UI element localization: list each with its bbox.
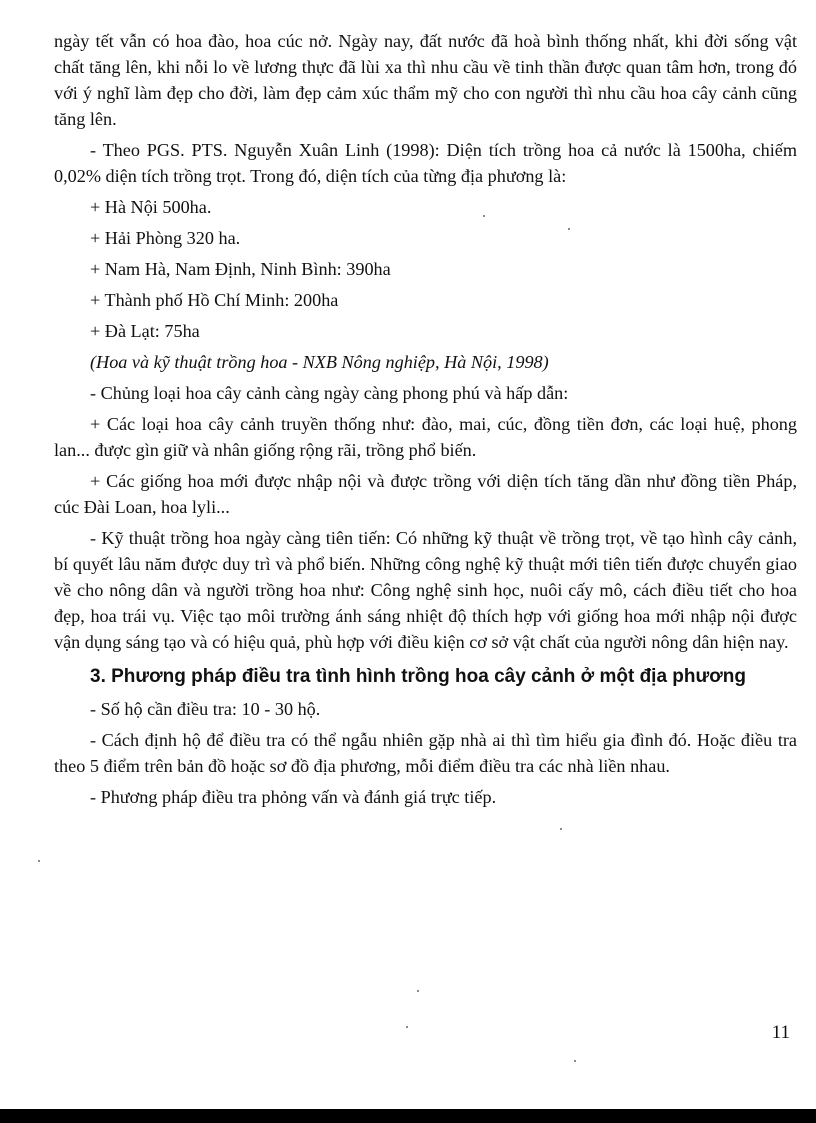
scan-speck xyxy=(568,228,570,230)
variety-paragraph: - Chủng loại hoa cây cảnh càng ngày càng phong phú và hấp dẫn: xyxy=(90,383,569,403)
scan-speck xyxy=(406,1026,408,1028)
list-item: + Hải Phòng 320 ha. xyxy=(90,228,241,248)
list-item: + Nam Hà, Nam Định, Ninh Bình: 390ha xyxy=(90,259,391,279)
scan-border-bar xyxy=(0,1109,816,1123)
techniques-paragraph: - Kỹ thuật trồng hoa ngày càng tiên tiến: Có những kỹ thuật về trồng trọt, về tạo hình cây cảnh, bí quyết lâu năm được duy trì và phổ biến. Những công nghệ kỹ thuật mới tiên tiến được chuyển giao về cho nông dân và người trồng hoa như: Công nghệ sinh học, nuôi cấy mô, cách điều tiết cho hoa đẹp, hoa trái vụ. Việc tạo môi trường ánh sáng nhiệt độ thích hợp với giống hoa mới nhập nội được vận dụng sáng tạo và có hiệu quả, phù hợp với điều kiện cơ sở vật chất của người nông dân hiện nay. xyxy=(54,528,797,652)
survey-method-paragraph: - Phương pháp điều tra phỏng vấn và đánh giá trực tiếp. xyxy=(90,787,497,807)
source-citation: (Hoa và kỹ thuật trồng hoa - NXB Nông nghiệp, Hà Nội, 1998) xyxy=(90,352,549,372)
list-item: + Thành phố Hồ Chí Minh: 200ha xyxy=(90,290,339,310)
page-number: 11 xyxy=(771,1022,790,1043)
scan-speck xyxy=(574,1060,576,1062)
new-varieties-paragraph: + Các giống hoa mới được nhập nội và được trồng với diện tích tăng dần như đồng tiền Pháp, cúc Đài Loan, hoa lyli... xyxy=(54,471,797,517)
intro-paragraph: ngày tết vẫn có hoa đào, hoa cúc nở. Ngày nay, đất nước đã hoà bình thống nhất, khi đời sống vật chất tăng lên, khi nỗi lo về lương thực đã lùi xa thì nhu cầu về tinh thần được quan tâm hơn, trong đó với ý nghĩ làm đẹp cho đời, làm đẹp cảm xúc thẩm mỹ cho con người thì nhu cầu hoa cây cảnh cũng tăng lên. xyxy=(54,31,797,129)
list-item: + Hà Nội 500ha. xyxy=(90,197,212,217)
page-body xyxy=(54,28,797,810)
household-count-paragraph: - Số hộ cần điều tra: 10 - 30 hộ. xyxy=(90,699,321,719)
household-selection-paragraph: - Cách định hộ để điều tra có thể ngẫu nhiên gặp nhà ai thì tìm hiểu gia đình đó. Hoặc điều tra theo 5 điểm trên bản đồ hoặc sơ đồ địa phương, mỗi điểm điều tra các nhà liền nhau. xyxy=(54,730,797,776)
list-item: + Đà Lạt: 75ha xyxy=(90,321,200,341)
section-heading: 3. Phương pháp điều tra tình hình trồng hoa cây cảnh ở một địa phương xyxy=(90,666,746,687)
scan-speck xyxy=(483,215,485,217)
scan-speck xyxy=(560,828,562,830)
scan-speck xyxy=(417,990,419,992)
area-statistics-paragraph: - Theo PGS. PTS. Nguyễn Xuân Linh (1998): Diện tích trồng hoa cả nước là 1500ha, chiếm 0,02% diện tích trồng trọt. Trong đó, diện tích của từng địa phương là: xyxy=(54,140,797,186)
scan-speck xyxy=(38,860,40,862)
area-list xyxy=(54,194,797,344)
traditional-flowers-paragraph: + Các loại hoa cây cảnh truyền thống như: đào, mai, cúc, đồng tiền đơn, các loại huệ, phong lan... được gìn giữ và nhân giống rộng rãi, trồng phổ biến. xyxy=(54,414,797,460)
